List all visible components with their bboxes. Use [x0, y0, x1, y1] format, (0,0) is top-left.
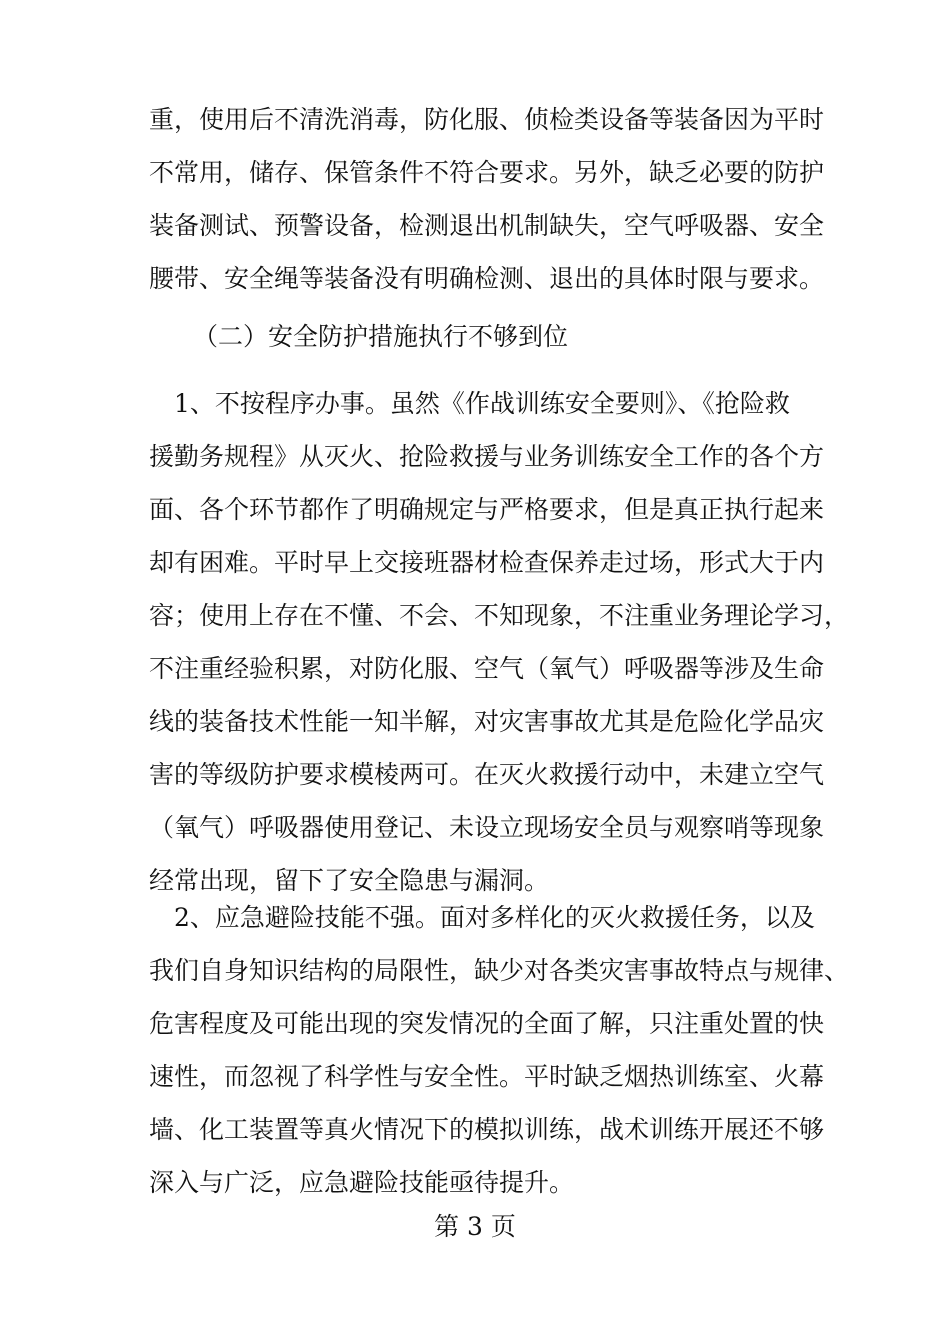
- paragraph-line: 墙、化工装置等真火情况下的模拟训练，战术训练开展还不够: [149, 1115, 825, 1144]
- paragraph-line: 我们自身知识结构的局限性，缺少对各类灾害事故特点与规律、: [149, 956, 850, 985]
- paragraph-line: 害的等级防护要求模棱两可。在灭火救援行动中，未建立空气: [149, 760, 825, 789]
- paragraph-line: 面、各个环节都作了明确规定与严格要求，但是真正执行起来: [149, 495, 825, 524]
- paragraph-line: 容；使用上存在不懂、不会、不知现象，不注重业务理论学习，: [149, 601, 850, 630]
- paragraph-line: 深入与广泛，应急避险技能亟待提升。: [149, 1168, 575, 1197]
- paragraph-line: 装备测试、预警设备，检测退出机制缺失，空气呼吸器、安全: [149, 211, 825, 240]
- paragraph-line: 不常用，储存、保管条件不符合要求。另外，缺乏必要的防护: [149, 158, 825, 187]
- paragraph-1: [149, 377, 850, 907]
- paragraph-2: [149, 891, 850, 1209]
- paragraph-intro: [149, 93, 825, 305]
- paragraph-line: 不注重经验积累，对防化服、空气（氧气）呼吸器等涉及生命: [149, 654, 825, 683]
- paragraph-line: 2、应急避险技能不强。面对多样化的灭火救援任务，以及: [149, 903, 815, 932]
- paragraph-line: 线的装备技术性能一知半解，对灾害事故尤其是危险化学品灾: [149, 707, 825, 736]
- paragraph-line: （氧气）呼吸器使用登记、未设立现场安全员与观察哨等现象: [149, 813, 825, 842]
- paragraph-line: 速性，而忽视了科学性与安全性。平时缺乏烟热训练室、火幕: [149, 1062, 825, 1091]
- paragraph-line: 却有困难。平时早上交接班器材检查保养走过场，形式大于内: [149, 548, 825, 577]
- page-number: 第 3 页: [434, 1212, 516, 1241]
- paragraph-line: 1、不按程序办事。虽然《作战训练安全要则》、《抢险救: [149, 389, 790, 418]
- section-heading: （二）安全防护措施执行不够到位: [193, 322, 569, 351]
- paragraph-line: 援勤务规程》从灭火、抢险救援与业务训练安全工作的各个方: [149, 442, 825, 471]
- paragraph-line: 经常出现，留下了安全隐患与漏洞。: [149, 866, 550, 895]
- paragraph-line: 腰带、安全绳等装备没有明确检测、退出的具体时限与要求。: [149, 264, 825, 293]
- paragraph-line: 重，使用后不清洗消毒，防化服、侦检类设备等装备因为平时: [149, 105, 825, 134]
- paragraph-line: 危害程度及可能出现的突发情况的全面了解，只注重处置的快: [149, 1009, 825, 1038]
